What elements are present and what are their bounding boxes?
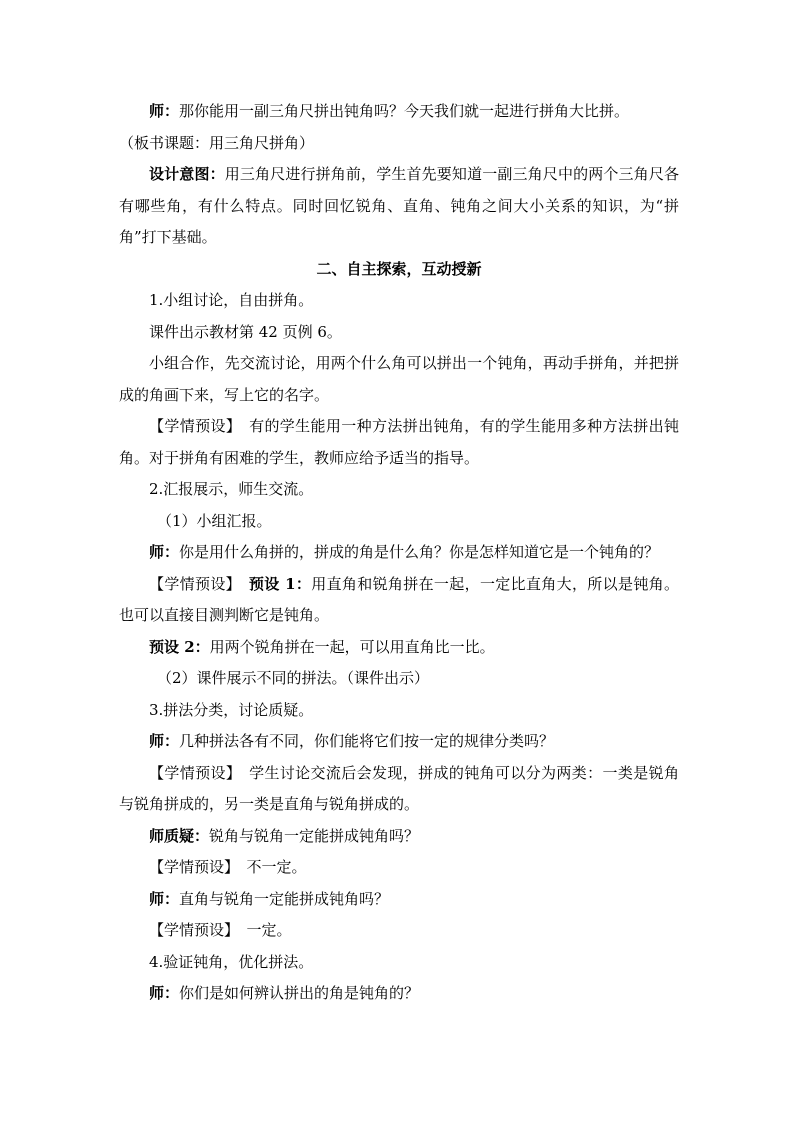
- paragraph: [119, 758, 679, 821]
- paragraph: [119, 317, 679, 349]
- paragraph-text: 你们是如何辨认拼出的角是钝角的？: [179, 984, 420, 1002]
- speaker-label: 师质疑：: [149, 826, 210, 845]
- paragraph: [119, 852, 679, 884]
- paragraph: [119, 348, 679, 411]
- speaker-label: 师：: [149, 984, 180, 1002]
- paragraph: [119, 474, 679, 506]
- paragraph: [119, 411, 679, 474]
- paragraph-text: 【学情预设】 有的学生能用一种方法拼出钝角，有的学生能用多种方法拼出钝角。对于拼角有困难的学生，教师应给予适当的指导。: [119, 417, 679, 467]
- paragraph-text: 用三角尺进行拼角前，学生首先要知道一副三角尺中的两个三角尺各有哪些角，有什么特点。同时回忆锐角、直角、钝角之间大小关系的知识，为“拼角”打下基础。: [119, 165, 679, 246]
- paragraph: [119, 632, 679, 664]
- paragraph-text: 用两个锐角拼在一起，可以用直角比一比。: [209, 637, 495, 656]
- paragraph-text: （1）小组汇报。: [157, 511, 272, 530]
- paragraph: [119, 915, 679, 947]
- paragraph: [119, 569, 679, 632]
- paragraph-text: 【学情预设】 一定。: [149, 921, 292, 939]
- paragraph: [119, 285, 679, 317]
- paragraph: [119, 821, 679, 853]
- paragraph: [119, 663, 679, 695]
- paragraph: [119, 128, 679, 160]
- paragraph-text: 3.拼法分类，讨论质疑。: [149, 700, 314, 719]
- paragraph-text: 课件出示教材第 42 页例 6。: [149, 322, 342, 341]
- speaker-label: 师：: [149, 889, 180, 908]
- paragraph: [119, 726, 679, 758]
- paragraph: [119, 695, 679, 727]
- paragraph-text: 2.汇报展示，师生交流。: [149, 480, 314, 498]
- paragraph-text: 锐角与锐角一定能拼成钝角吗？: [209, 826, 420, 845]
- speaker-label: 师：: [149, 732, 180, 750]
- paragraph-text: （板书课题：用三角尺拼角）: [119, 133, 315, 152]
- paragraph-text: 用直角和锐角拼在一起，一定比直角大，所以是钝角。也可以直接目测判断它是钝角。: [119, 574, 679, 624]
- paragraph-text: 【学情预设】 学生讨论交流后会发现，拼成的钝角可以分为两类：一类是锐角与锐角拼成的，另一类是直角与锐角拼成的。: [119, 763, 679, 813]
- paragraph: [119, 884, 679, 916]
- section-heading: [119, 254, 679, 286]
- paragraph: [119, 96, 679, 128]
- paragraph-text: 【学情预设】: [149, 574, 249, 593]
- paragraph: [119, 506, 679, 538]
- paragraph-text: 小组合作，先交流讨论，用两个什么角可以拼出一个钝角，再动手拼角，并把拼成的角画下来，写上它的名字。: [119, 354, 679, 404]
- speaker-label: 师：: [149, 543, 180, 561]
- speaker-label: 师：: [149, 102, 180, 120]
- paragraph: [119, 537, 679, 569]
- paragraph: [119, 159, 679, 254]
- paragraph: [119, 947, 679, 979]
- paragraph-text: （2）课件展示不同的拼法。（课件出示）: [157, 669, 430, 687]
- paragraph: [119, 978, 679, 1010]
- preset-label: 预设 1：: [248, 574, 312, 593]
- paragraph-text: 【学情预设】 不一定。: [149, 858, 307, 876]
- paragraph-text: 那你能用一副三角尺拼出钝角吗？今天我们就一起进行拼角大比拼。: [179, 102, 630, 120]
- paragraph-text: 几种拼法各有不同，你们能将它们按一定的规律分类吗？: [179, 732, 555, 750]
- paragraph-text: 1.小组讨论，自由拼角。: [149, 291, 314, 309]
- paragraph-text: 4.验证钝角，优化拼法。: [149, 952, 314, 971]
- speaker-label: 预设 2：: [149, 637, 210, 656]
- paragraph-text: 二、自主探索，互动授新: [316, 259, 482, 278]
- document-body: [119, 96, 679, 1010]
- speaker-label: 设计意图：: [149, 165, 225, 183]
- paragraph-text: 直角与锐角一定能拼成钝角吗？: [179, 889, 390, 908]
- paragraph-text: 你是用什么角拼的，拼成的角是什么角？你是怎样知道它是一个钝角的？: [179, 543, 660, 561]
